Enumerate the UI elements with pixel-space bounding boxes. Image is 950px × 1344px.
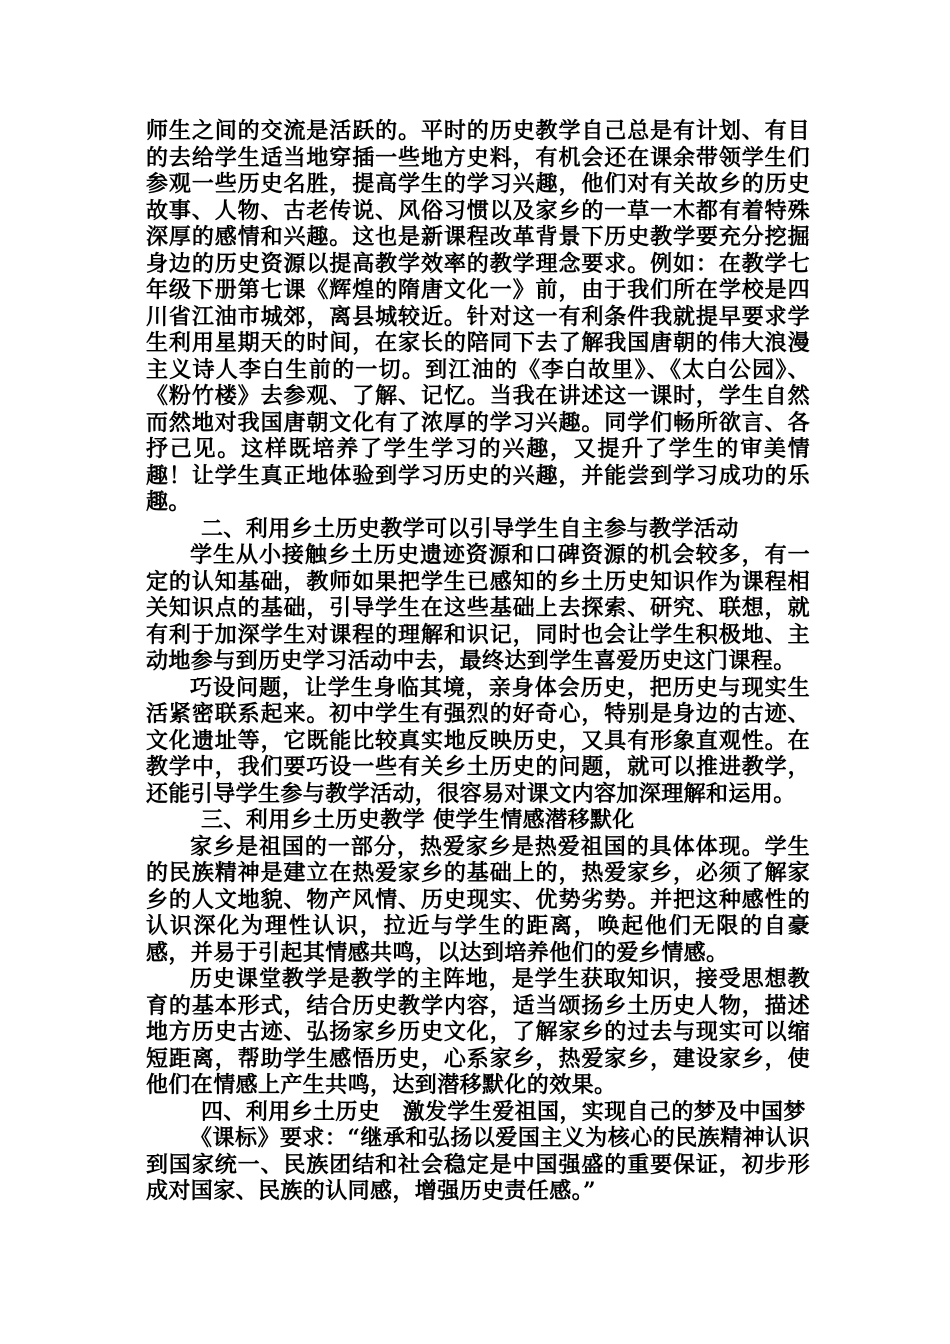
paragraph-section-2-a: 学生从小接触乡土历史遗迹资源和口碑资源的机会较多，有一定的认知基础，教师如果把学生已感知的乡土历史知识作为课程相关知识点的基础，引导学生在这些基础上去探索、研究、联想，就有利于加深学生对课程的理解和识记，同时也会让学生积极地、主动地参与到历史学习活动中去，最终达到学生喜爱历史这门课程。 [146, 542, 810, 674]
paragraph-section-4-a: 《课标》要求：“继承和弘扬以爱国主义为核心的民族精神认识到国家统一、民族团结和社会稳定是中国强盛的重要保证，初步形成对国家、民族的认同感，增强历史责任感。” [146, 1125, 810, 1204]
paragraph-section-3-b: 历史课堂教学是教学的主阵地，是学生获取知识，接受思想教育的基本形式，结合历史教学内容，适当颂扬乡土历史人物，描述地方历史古迹、弘扬家乡历史文化，了解家乡的过去与现实可以缩短距离，帮助学生感悟历史，心系家乡，热爱家乡，建设家乡，使他们在情感上产生共鸣，达到潜移默化的效果。 [146, 966, 810, 1098]
section-heading-4: 四、利用乡土历史 激发学生爱祖国，实现自己的梦及中国梦 [201, 1098, 806, 1125]
document-page [146, 118, 810, 1205]
paragraph-section-2-b: 巧设问题，让学生身临其境，亲身体会历史，把历史与现实生活紧密联系起来。初中学生有强烈的好奇心，特别是身边的古迹、文化遗址等，它既能比较真实地反映历史，又具有形象直观性。在教学中，我们要巧设一些有关乡土历史的问题，就可以推进教学，还能引导学生参与教学活动，很容易对课文内容加深理解和运用。 [146, 674, 810, 807]
section-heading-3: 三、利用乡土历史教学 使学生情感潜移默化 [201, 807, 635, 833]
section-heading-2: 二、利用乡土历史教学可以引导学生自主参与教学活动 [201, 515, 739, 542]
paragraph-section-3-a: 家乡是祖国的一部分，热爱家乡是热爱祖国的具体体现。学生的民族精神是建立在热爱家乡的基础上的，热爱家乡，必须了解家乡的人文地貌、物产风情、历史现实、优势劣势。并把这种感性的认识深化为理性认识，拉近与学生的距离，唤起他们无限的自豪感，并易于引起其情感共鸣，以达到培养他们的爱乡情感。 [146, 833, 810, 966]
paragraph-intro: 师生之间的交流是活跃的。平时的历史教学自己总是有计划、有目的去给学生适当地穿插一些地方史料，有机会还在课余带领学生们参观一些历史名胜，提高学生的学习兴趣，他们对有关故乡的历史故事、人物、古老传说、风俗习惯以及家乡的一草一木都有着特殊深厚的感情和兴趣。这也是新课程改革背景下历史教学要充分挖掘身边的历史资源以提高教学效率的教学理念要求。例如：在教学七年级下册第七课《辉煌的隋唐文化一》前，由于我们所在学校是四川省江油市城郊，离县城较近。针对这一有利条件我就提早要求学生利用星期天的时间，在家长的陪同下去了解我国唐朝的伟大浪漫主义诗人李白生前的一切。到江油的《李白故里》、《太白公园》、《粉竹楼》去参观、了解、记忆。当我在讲述这一课时，学生自然而然地对我国唐朝文化有了浓厚的学习兴趣。同学们畅所欲言、各抒己见。这样既培养了学生学习的兴趣，又提升了学生的审美情趣！让学生真正地体验到学习历史的兴趣，并能尝到学习成功的乐趣。 [146, 118, 810, 515]
